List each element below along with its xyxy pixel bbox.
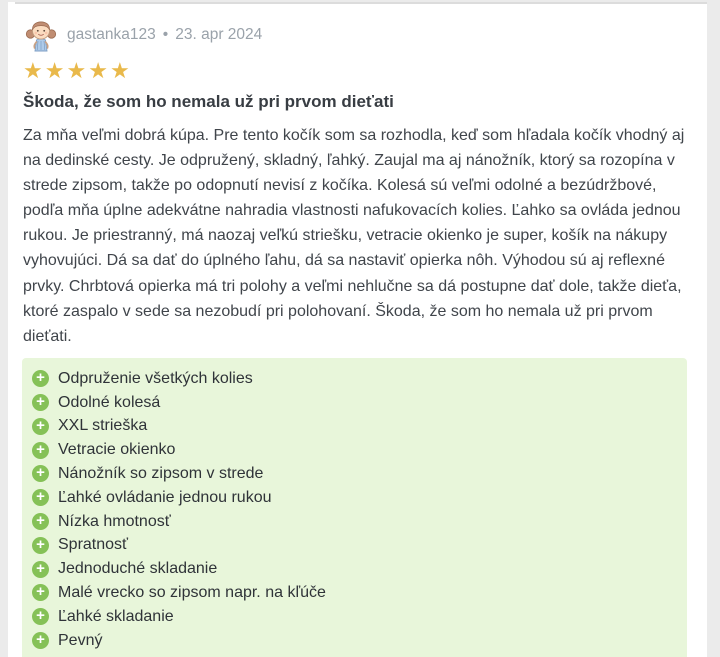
plus-icon: + <box>32 608 49 625</box>
plus-icon: + <box>32 465 49 482</box>
review-username: gastanka123 <box>67 26 156 43</box>
pros-list-item <box>32 486 675 510</box>
pros-list <box>22 358 687 657</box>
meta-separator: • <box>162 26 169 43</box>
star-icon: ★ <box>109 58 132 83</box>
pros-list-item <box>32 462 675 486</box>
pros-item-label: Ľahké skladanie <box>58 607 174 625</box>
review-meta <box>67 26 262 44</box>
pros-list-item <box>32 605 675 629</box>
user-avatar-icon <box>24 18 58 52</box>
pros-item-label: Pevný <box>58 631 103 649</box>
review-header <box>24 18 695 52</box>
review-page <box>8 2 707 657</box>
star-icon: ★ <box>44 58 67 83</box>
plus-icon: + <box>32 561 49 578</box>
pros-item-label: Ľahké ovládanie jednou rukou <box>58 488 272 506</box>
pros-list-item <box>32 391 675 415</box>
pros-list-item <box>32 533 675 557</box>
plus-icon: + <box>32 442 49 459</box>
star-icon: ★ <box>66 58 89 83</box>
pros-list-item <box>32 557 675 581</box>
pros-item-label: XXL strieška <box>58 417 148 435</box>
pros-item-label: Nízka hmotnosť <box>58 512 171 530</box>
plus-icon: + <box>32 632 49 649</box>
plus-icon: + <box>32 513 49 530</box>
star-icon: ★ <box>23 58 45 83</box>
plus-icon: + <box>32 489 49 506</box>
star-rating <box>23 60 695 82</box>
review-title: Škoda, že som ho nemala už pri prvom dieťati <box>23 92 394 111</box>
pros-list-item <box>32 438 675 462</box>
review-date: 23. apr 2024 <box>175 26 263 43</box>
pros-list-item <box>32 367 675 391</box>
star-icon: ★ <box>88 58 110 83</box>
plus-icon: + <box>32 584 49 601</box>
pros-item-label: Nánožník so zipsom v strede <box>58 464 264 482</box>
review-card <box>8 4 707 657</box>
plus-icon: + <box>32 394 49 411</box>
pros-item-label: Malé vrecko so zipsom napr. na kľúče <box>58 583 326 601</box>
pros-item-label: Spratnosť <box>58 536 129 554</box>
pros-list-item <box>32 581 675 605</box>
pros-item-label: Jednoduché skladanie <box>58 560 218 578</box>
pros-list-item <box>32 510 675 534</box>
plus-icon: + <box>32 537 49 554</box>
pros-item-label: Vetracie okienko <box>58 441 176 459</box>
pros-item-label: Odolné kolesá <box>58 393 161 411</box>
review-body-text: Za mňa veľmi dobrá kúpa. Pre tento kočík som sa rozhodla, keď som hľadala kočík vhodný aj na dedinské cesty. Je odpružený, skladný, ľahký. Zaujal ma aj nánožník, ktorý sa rozopína v strede zipsom, takže po odopnutí nevisí z kočíka. Kolesá sú veľmi odolné a bezúdržbové, podľa mňa úplne adekvátne nahradia vlastnosti nafukovacích kolies. Ľahko sa ovláda jednou rukou. Je priestranný, má naozaj veľkú striešku, vetracie okienko je super, košík na nákupy vyhovujúci. Dá sa dať do úplného ľahu, dá sa nastaviť opierka nôh. Výhodou sú aj reflexné prvky. Chrbtová opierka má tri polohy a veľmi nehlučne sa dá postupne dať dole, takže dieťa, ktoré zaspalo v sede sa nezobudí pri polohovaní. Škoda, že som ho nemala už pri prvom dieťati. <box>23 127 685 345</box>
pros-list-item <box>32 414 675 438</box>
plus-icon: + <box>32 370 49 387</box>
plus-icon: + <box>32 418 49 435</box>
pros-list-item <box>32 629 675 653</box>
pros-item-label: Odpruženie všetkých kolies <box>58 369 253 387</box>
